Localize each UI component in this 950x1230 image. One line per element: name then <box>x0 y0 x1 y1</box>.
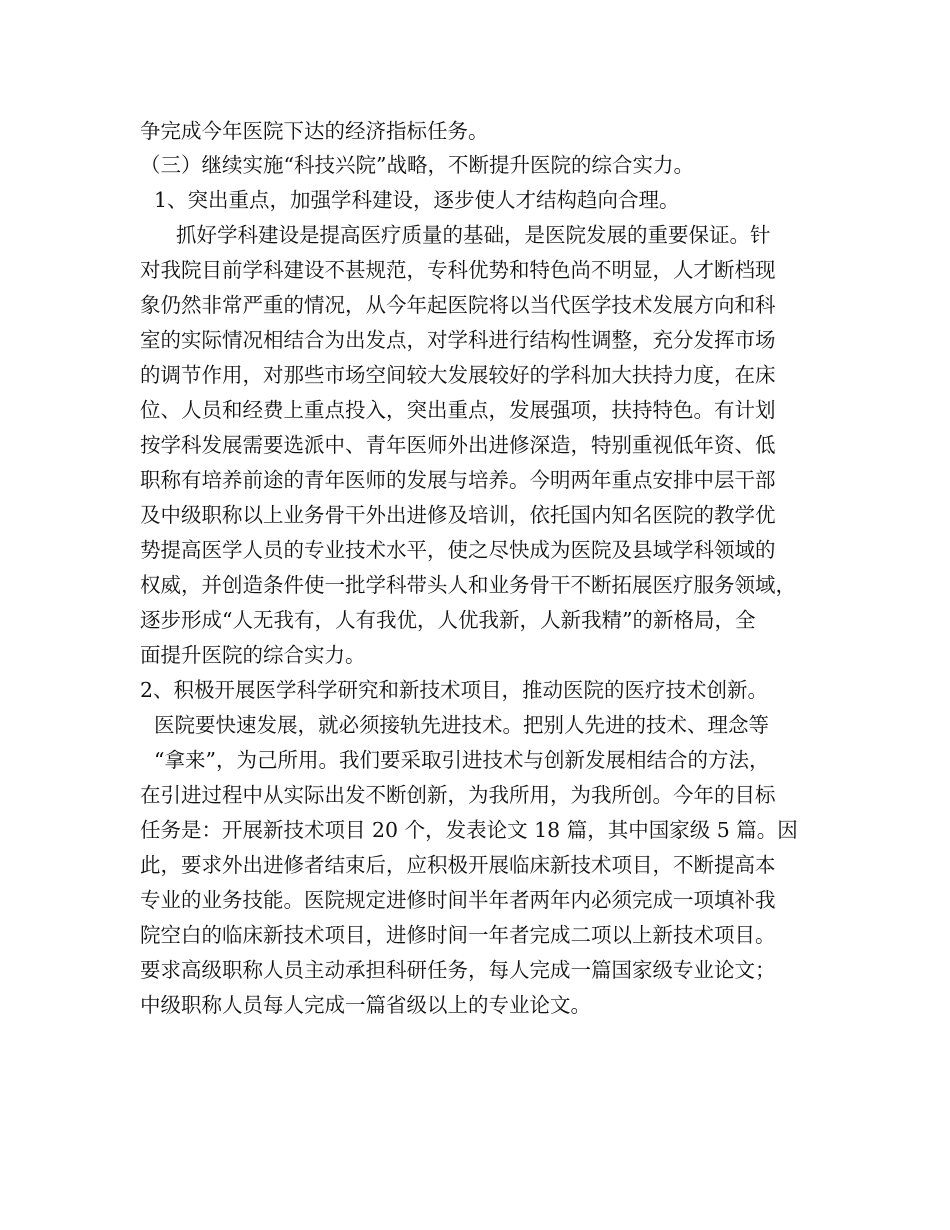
text-line: 职称有培养前途的青年医师的发展与培养。今明两年重点安排中层干部 <box>140 468 776 492</box>
text-line: 势提高医学人员的专业技术水平，使之尽快成为医院及县域学科领域的 <box>140 538 776 562</box>
text-line: 象仍然非常严重的情况，从今年起医院将以当代医学技术发展方向和科 <box>140 293 776 317</box>
text-line: “拿来”，为己所用。我们要采取引进技术与创新发展相结合的方法， <box>154 748 770 772</box>
text-line: 争完成今年医院下达的经济指标任务。 <box>140 119 489 143</box>
text-line: 位、人员和经费上重点投入，突出重点，发展强项，扶持特色。有计划 <box>140 398 776 422</box>
text-line: 任务是：开展新技术项目 20 个，发表论文 18 篇，其中国家级 5 篇。因 <box>140 818 798 842</box>
text-line: 面提升医院的综合实力。 <box>140 643 366 667</box>
text-line: 对我院目前学科建设不甚规范，专科优势和特色尚不明显，人才断档现 <box>140 258 776 282</box>
text-line: 在引进过程中从实际出发不断创新，为我所用，为我所创。今年的目标 <box>140 783 776 807</box>
subsection-heading: 1、突出重点，加强学科建设，逐步使人才结构趋向合理。 <box>154 188 680 212</box>
text-line: 室的实际情况相结合为出发点，对学科进行结构性调整，充分发挥市场 <box>140 328 776 352</box>
text-line: 逐步形成“人无我有，人有我优，人优我新，人新我精”的新格局，全 <box>140 608 756 632</box>
text-line: 中级职称人员每人完成一篇省级以上的专业论文。 <box>140 993 591 1017</box>
text-line: 抓好学科建设是提高医疗质量的基础，是医院发展的重要保证。针 <box>176 223 771 247</box>
text-line: 及中级职称以上业务骨干外出进修及培训，依托国内知名医院的教学优 <box>140 503 776 527</box>
text-line: 权威，并创造条件使一批学科带头人和业务骨干不断拓展医疗服务领域， <box>140 573 796 597</box>
subsection-heading: 医院要快速发展，就必须接轨先进技术。把别人先进的技术、理念等 <box>154 713 769 737</box>
section-heading: （三）继续实施“科技兴院”战略，不断提升医院的综合实力。 <box>140 153 694 177</box>
text-line: 院空白的临床新技术项目，进修时间一年者完成二项以上新技术项目。 <box>140 923 776 947</box>
text-line: 此，要求外出进修者结束后，应积极开展临床新技术项目，不断提高本 <box>140 853 776 877</box>
text-line: 专业的业务技能。医院规定进修时间半年者两年内必须完成一项填补我 <box>140 888 776 912</box>
text-line: 要求高级职称人员主动承担科研任务，每人完成一篇国家级专业论文； <box>140 958 776 982</box>
text-line: 2、积极开展医学科学研究和新技术项目，推动医院的医疗技术创新。 <box>140 678 769 702</box>
text-line: 按学科发展需要选派中、青年医师外出进修深造，特别重视低年资、低 <box>140 433 776 457</box>
text-line: 的调节作用，对那些市场空间较大发展较好的学科加大扶持力度，在床 <box>140 363 776 387</box>
